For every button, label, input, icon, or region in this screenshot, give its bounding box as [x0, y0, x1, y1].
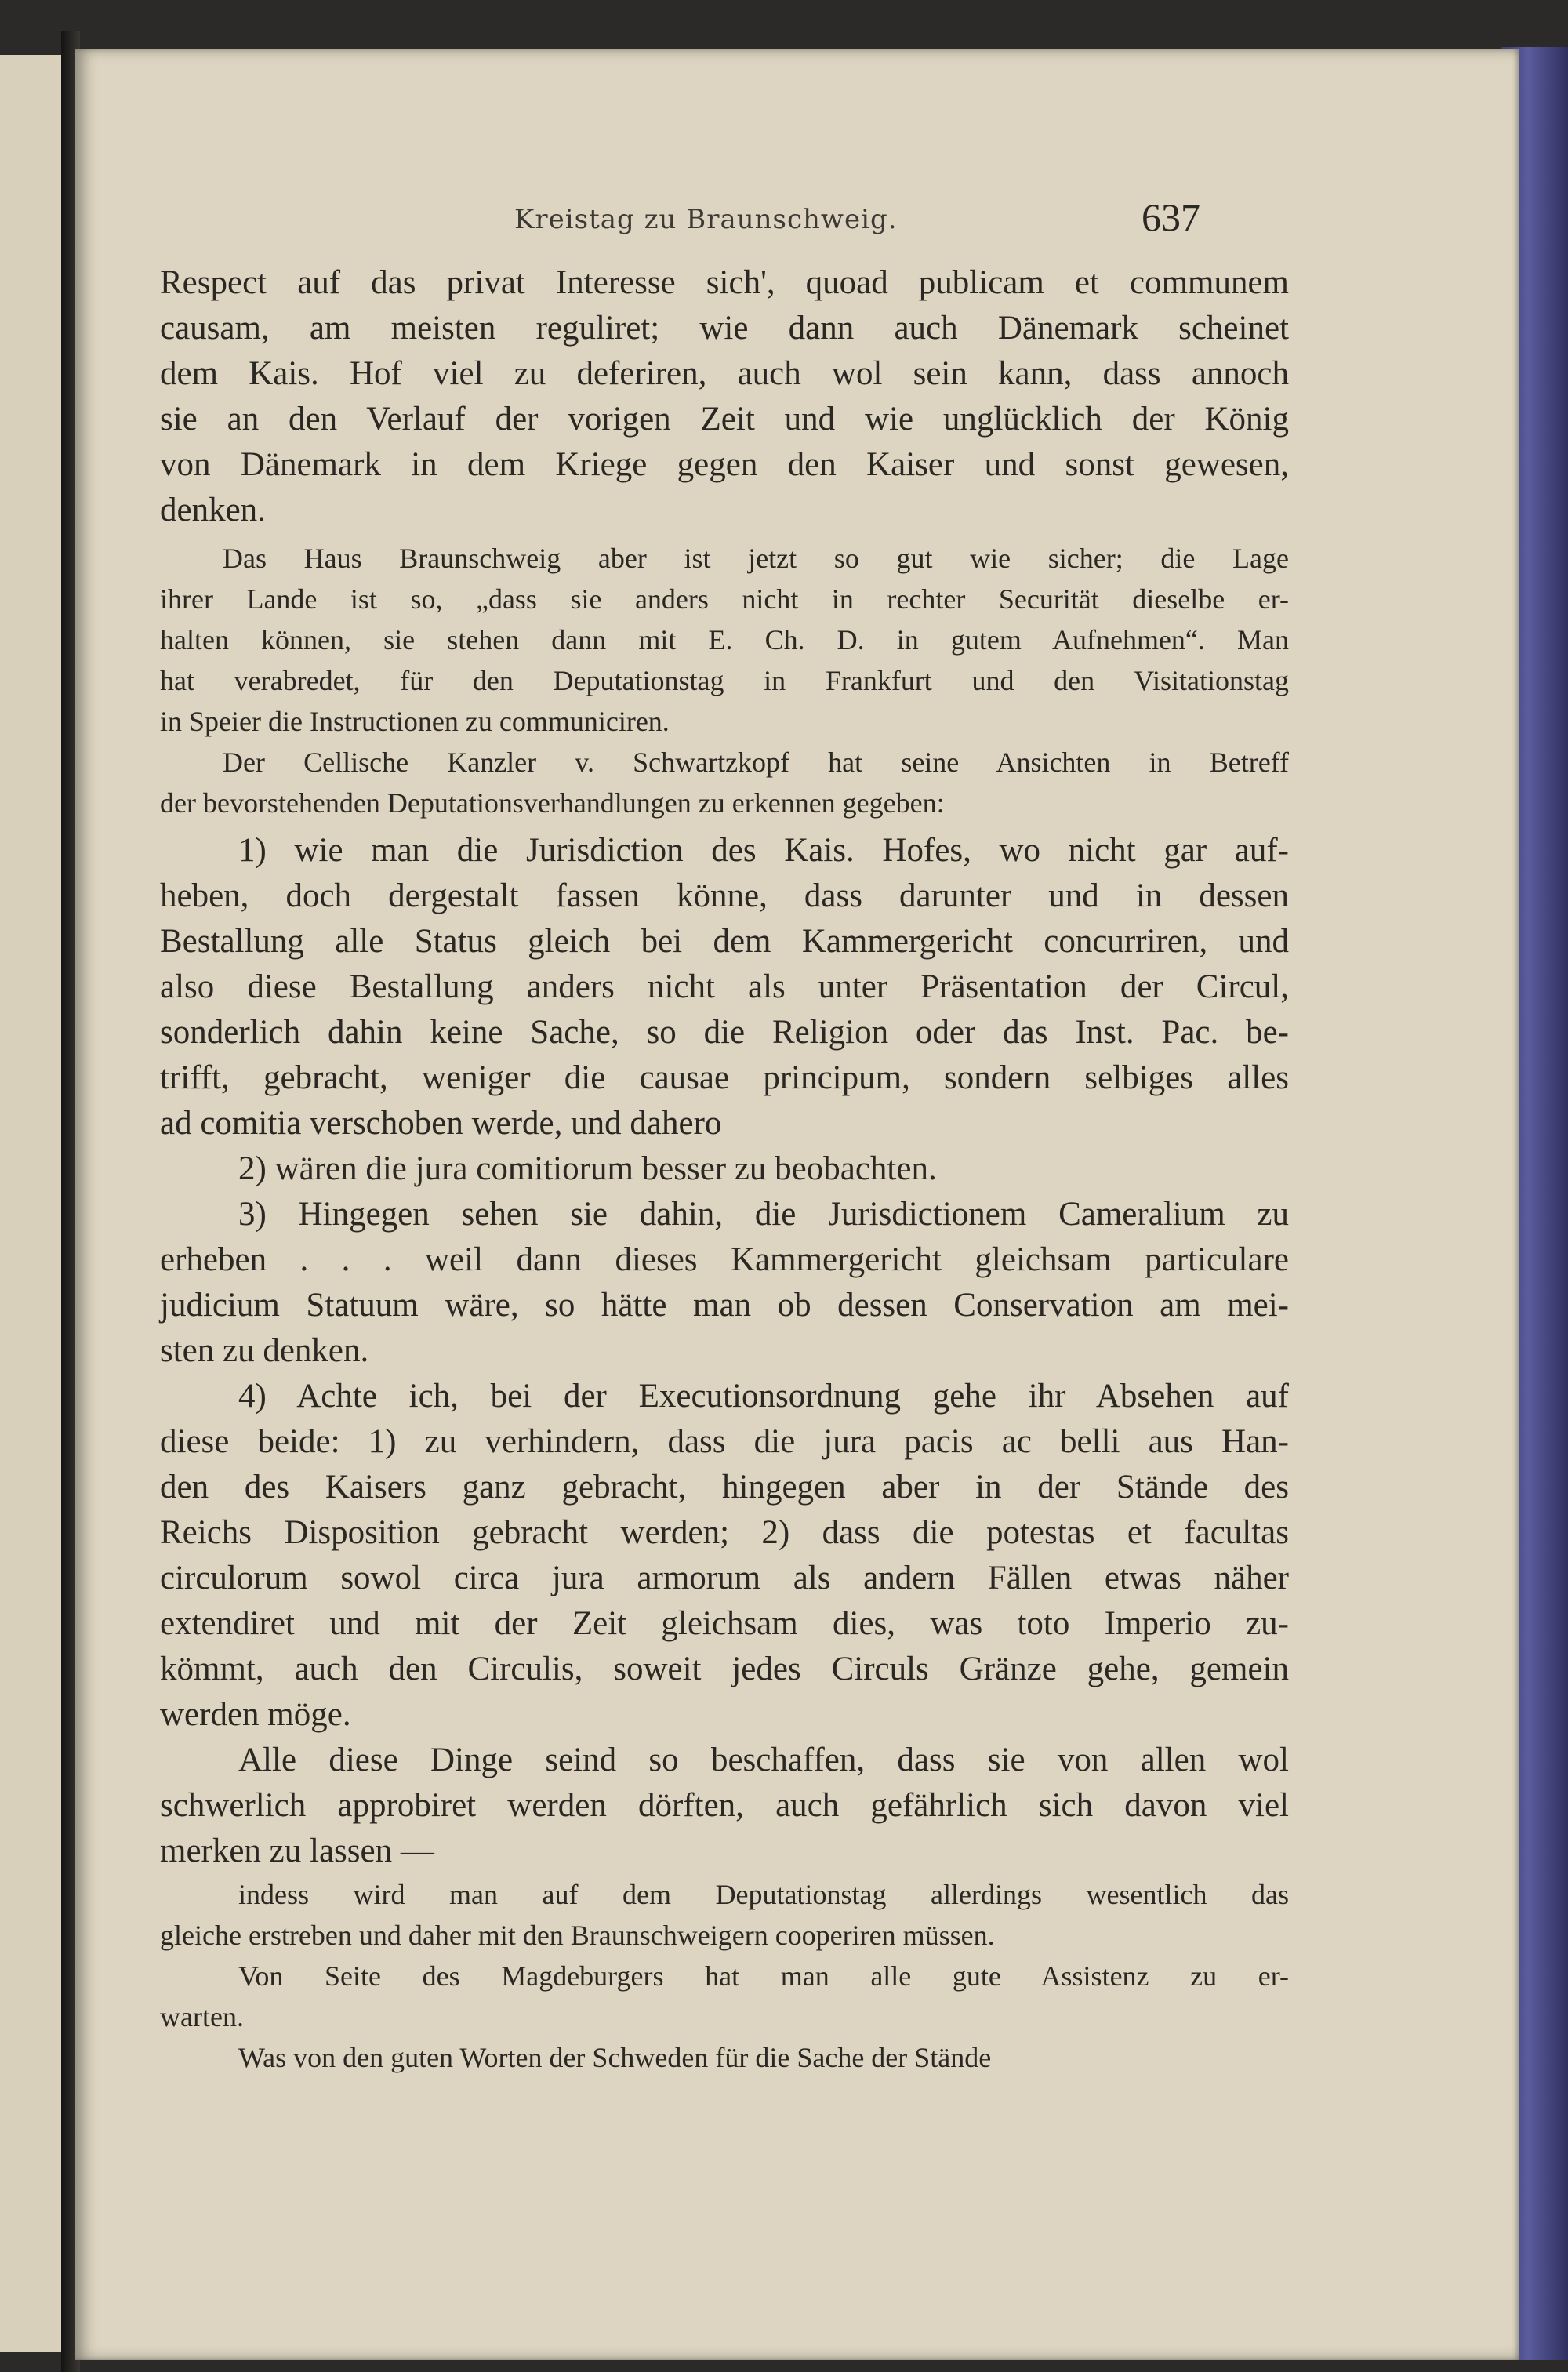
- text-line: schwerlich approbiret werden dörften, auch gefährlich sich davon viel: [160, 1787, 1289, 1824]
- text-line: Von Seite des Magdeburgers hat man alle gute Assistenz zu er-: [238, 1960, 1289, 1992]
- paragraph-7: [160, 1374, 1289, 1738]
- page-number: 637: [1142, 195, 1200, 239]
- text-line: Der Cellische Kanzler v. Schwartzkopf hat seine Ansichten in Betreff: [223, 746, 1289, 778]
- text-line: also diese Bestallung anders nicht als unter Präsentation der Circul,: [160, 968, 1289, 1005]
- text-line: denken.: [160, 492, 266, 529]
- text-line: den des Kaisers ganz gebracht, hingegen aber in der Stände des: [160, 1469, 1289, 1506]
- text-line: kömmt, auch den Circulis, soweit jedes Circuls Gränze gehe, gemein: [160, 1651, 1289, 1687]
- text-line: hat verabredet, für den Deputationstag in Frankfurt und den Visitationstag: [160, 665, 1289, 696]
- paragraph-10: [160, 1956, 1289, 2037]
- text-line: der bevorstehenden Deputationsverhandlungen zu erkennen gegeben:: [160, 787, 945, 819]
- text-line: sten zu denken.: [160, 1332, 369, 1369]
- paragraph-2: [160, 538, 1289, 742]
- text-line: heben, doch dergestalt fassen könne, dass darunter und in dessen: [160, 877, 1289, 914]
- text-line: halten können, sie stehen dann mit E. Ch. D. in gutem Aufnehmen“. Man: [160, 624, 1289, 656]
- text-line: 1) wie man die Jurisdiction des Kais. Hofes, wo nicht gar auf-: [238, 832, 1289, 869]
- text-block: [160, 260, 1289, 2078]
- text-line: werden möge.: [160, 1696, 351, 1733]
- left-page-edge: [0, 55, 64, 2352]
- text-line: von Dänemark in dem Kriege gegen den Kaiser und sonst gewesen,: [160, 446, 1289, 483]
- text-line: Reichs Disposition gebracht werden; 2) dass die potestas et facultas: [160, 1514, 1289, 1551]
- text-line: merken zu lassen —: [160, 1833, 434, 1869]
- text-line: diese beide: 1) zu verhindern, dass die jura pacis ac belli aus Han-: [160, 1423, 1289, 1460]
- text-line: erheben . . . weil dann dieses Kammergericht gleichsam particulare: [160, 1241, 1289, 1278]
- paragraph-4: [160, 828, 1289, 1146]
- text-line: causam, am meisten reguliret; wie dann auch Dänemark scheinet: [160, 310, 1289, 347]
- page-header: [75, 190, 1519, 252]
- paragraph-6: [160, 1192, 1289, 1374]
- text-line: gleiche erstreben und daher mit den Braunschweigern cooperiren müssen.: [160, 1920, 995, 1951]
- text-line: in Speier die Instructionen zu communiciren.: [160, 706, 670, 737]
- text-line: ihrer Lande ist so, „dass sie anders nicht in rechter Securität dieselbe er-: [160, 583, 1289, 615]
- running-head: Kreistag zu Braunschweig.: [514, 204, 898, 235]
- text-line: warten.: [160, 2001, 244, 2032]
- text-line: extendiret und mit der Zeit gleichsam dies, was toto Imperio zu-: [160, 1605, 1289, 1642]
- text-line: 4) Achte ich, bei der Executionsordnung gehe ihr Absehen auf: [238, 1378, 1289, 1415]
- paragraph-5: [160, 1146, 1289, 1192]
- book-page: [75, 49, 1519, 2360]
- text-line: Das Haus Braunschweig aber ist jetzt so gut wie sicher; die Lage: [223, 543, 1289, 574]
- text-line: Alle diese Dinge seind so beschaffen, dass sie von allen wol: [238, 1742, 1289, 1778]
- text-line: sonderlich dahin keine Sache, so die Religion oder das Inst. Pac. be-: [160, 1014, 1289, 1051]
- text-line: dem Kais. Hof viel zu deferiren, auch wol sein kann, dass annoch: [160, 355, 1289, 392]
- text-line: Was von den guten Worten der Schweden für die Sache der Stände: [238, 2042, 992, 2073]
- text-line: judicium Statuum wäre, so hätte man ob dessen Conservation am mei-: [160, 1287, 1289, 1324]
- paragraph-3: [160, 742, 1289, 823]
- text-line: 3) Hingegen sehen sie dahin, die Jurisdictionem Cameralium zu: [238, 1196, 1289, 1233]
- paragraph-11: [160, 2037, 1289, 2078]
- text-line: Bestallung alle Status gleich bei dem Kammergericht concurriren, und: [160, 923, 1289, 960]
- paragraph-9: [160, 1874, 1289, 1956]
- text-line: 2) wären die jura comitiorum besser zu beobachten.: [238, 1150, 937, 1187]
- text-line: trifft, gebracht, weniger die causae principum, sondern selbiges alles: [160, 1059, 1289, 1096]
- text-line: ad comitia verschoben werde, und dahero: [160, 1105, 722, 1142]
- text-line: Respect auf das privat Interesse sich', quoad publicam et communem: [160, 264, 1289, 301]
- text-line: indess wird man auf dem Deputationstag allerdings wesentlich das: [238, 1879, 1289, 1910]
- paragraph-8: [160, 1738, 1289, 1874]
- text-line: circulorum sowol circa jura armorum als andern Fällen etwas näher: [160, 1560, 1289, 1596]
- paragraph-1: [160, 260, 1289, 533]
- text-line: sie an den Verlauf der vorigen Zeit und wie unglücklich der König: [160, 401, 1289, 438]
